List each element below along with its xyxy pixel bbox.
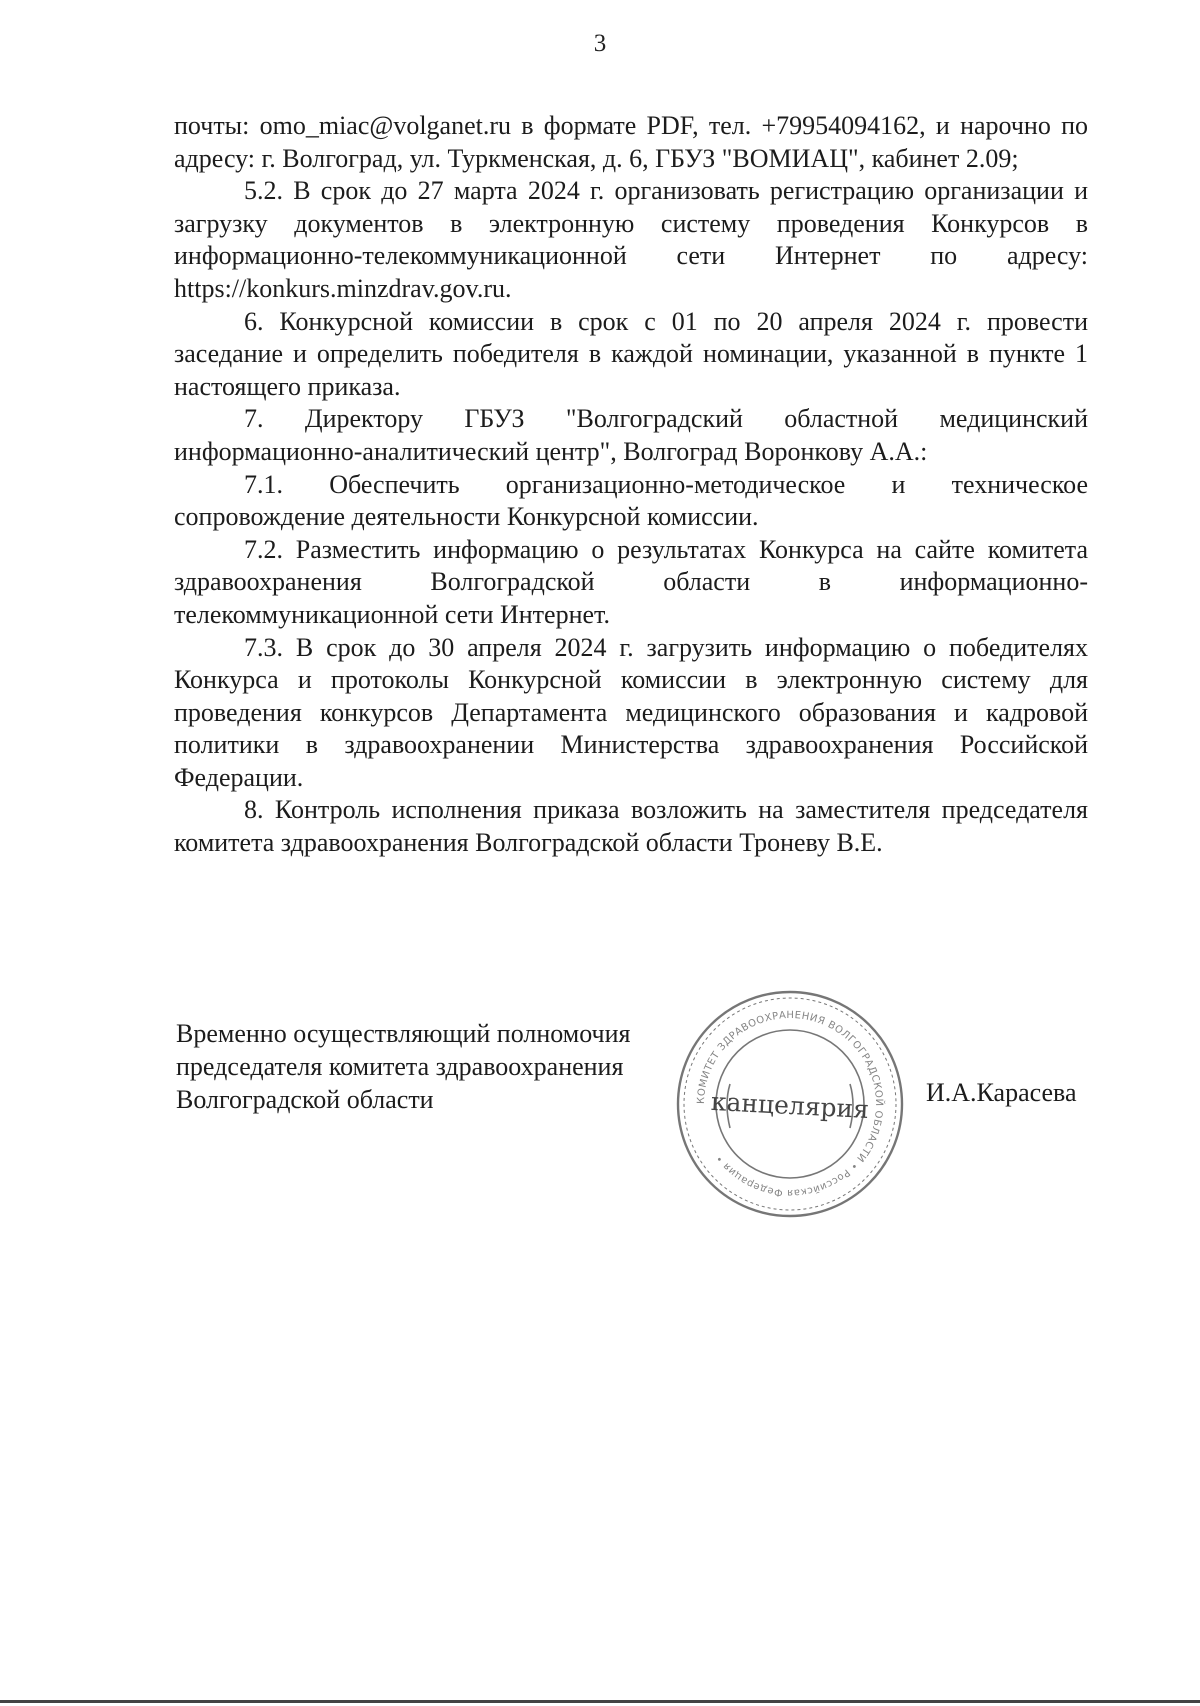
stamp-center-text: канцелярия bbox=[710, 1086, 870, 1125]
signatory-position-line: Волгоградской области bbox=[176, 1085, 434, 1114]
signatory-position-line: Временно осуществляющий полномочия bbox=[176, 1019, 631, 1048]
paragraph-7: 7. Директору ГБУЗ "Волгоградский областной медицинский информационно-аналитический центр", Волгоград Воронкову А.А.: bbox=[174, 404, 1088, 466]
stamp-ring-text: КОМИТЕТ ЗДРАВООХРАНЕНИЯ ВОЛГОГРАДСКОЙ ОБЛАСТИ • Российская Федерация • bbox=[695, 1009, 885, 1199]
page-bottom-edge bbox=[0, 1700, 1200, 1703]
paragraph-5-2: 5.2. В срок до 27 марта 2024 г. организовать регистрацию организации и загрузку документов в электронную систему проведения Конкурсов в информационно-телекоммуникационной сети Интернет по адресу: https://konkurs.minzdrav.gov.ru. bbox=[174, 176, 1088, 303]
paragraph-6: 6. Конкурсной комиссии в срок с 01 по 20 апреля 2024 г. провести заседание и определить победителя в каждой номинации, указанной в пункте 1 настоящего приказа. bbox=[174, 306, 1088, 401]
paragraph-8: 8. Контроль исполнения приказа возложить на заместителя председателя комитета здравоохранения Волгоградской области Троневу В.Е. bbox=[174, 795, 1088, 858]
signatory-position-line: председателя комитета здравоохранения bbox=[176, 1052, 624, 1081]
paragraph-7-2: 7.2. Разместить информацию о результатах Конкурса на сайте комитета здравоохранения Волгоградской области в информационно-телекоммуникационной сети Интернет. bbox=[174, 534, 1088, 629]
signer-name: И.А.Карасева bbox=[926, 1078, 1077, 1107]
page-number: 3 bbox=[593, 30, 607, 57]
paragraph-7-1: 7.1. Обеспечить организационно-методическое и техническое сопровождение деятельности Конкурсной комиссии. bbox=[174, 469, 1088, 532]
paragraph-contact-continuation: почты: omo_miac@volganet.ru в формате PDF, тел. +79954094162, и нарочно по адресу: г. Волгоград, ул. Туркменская, д. 6, ГБУЗ "ВОМИАЦ", кабинет 2.09; bbox=[174, 111, 1088, 173]
office-stamp bbox=[674, 988, 906, 1220]
paragraph-7-3: 7.3. В срок до 30 апреля 2024 г. загрузить информацию о победителях Конкурса и протоколы Конкурсной комиссии в электронную систему для проведения конкурсов Департамента медицинского образования и кадровой политики в здравоохранении Министерства здравоохранения Российской Федерации. bbox=[174, 632, 1088, 792]
signatory-position bbox=[176, 1017, 696, 1116]
document-body bbox=[174, 110, 1088, 860]
